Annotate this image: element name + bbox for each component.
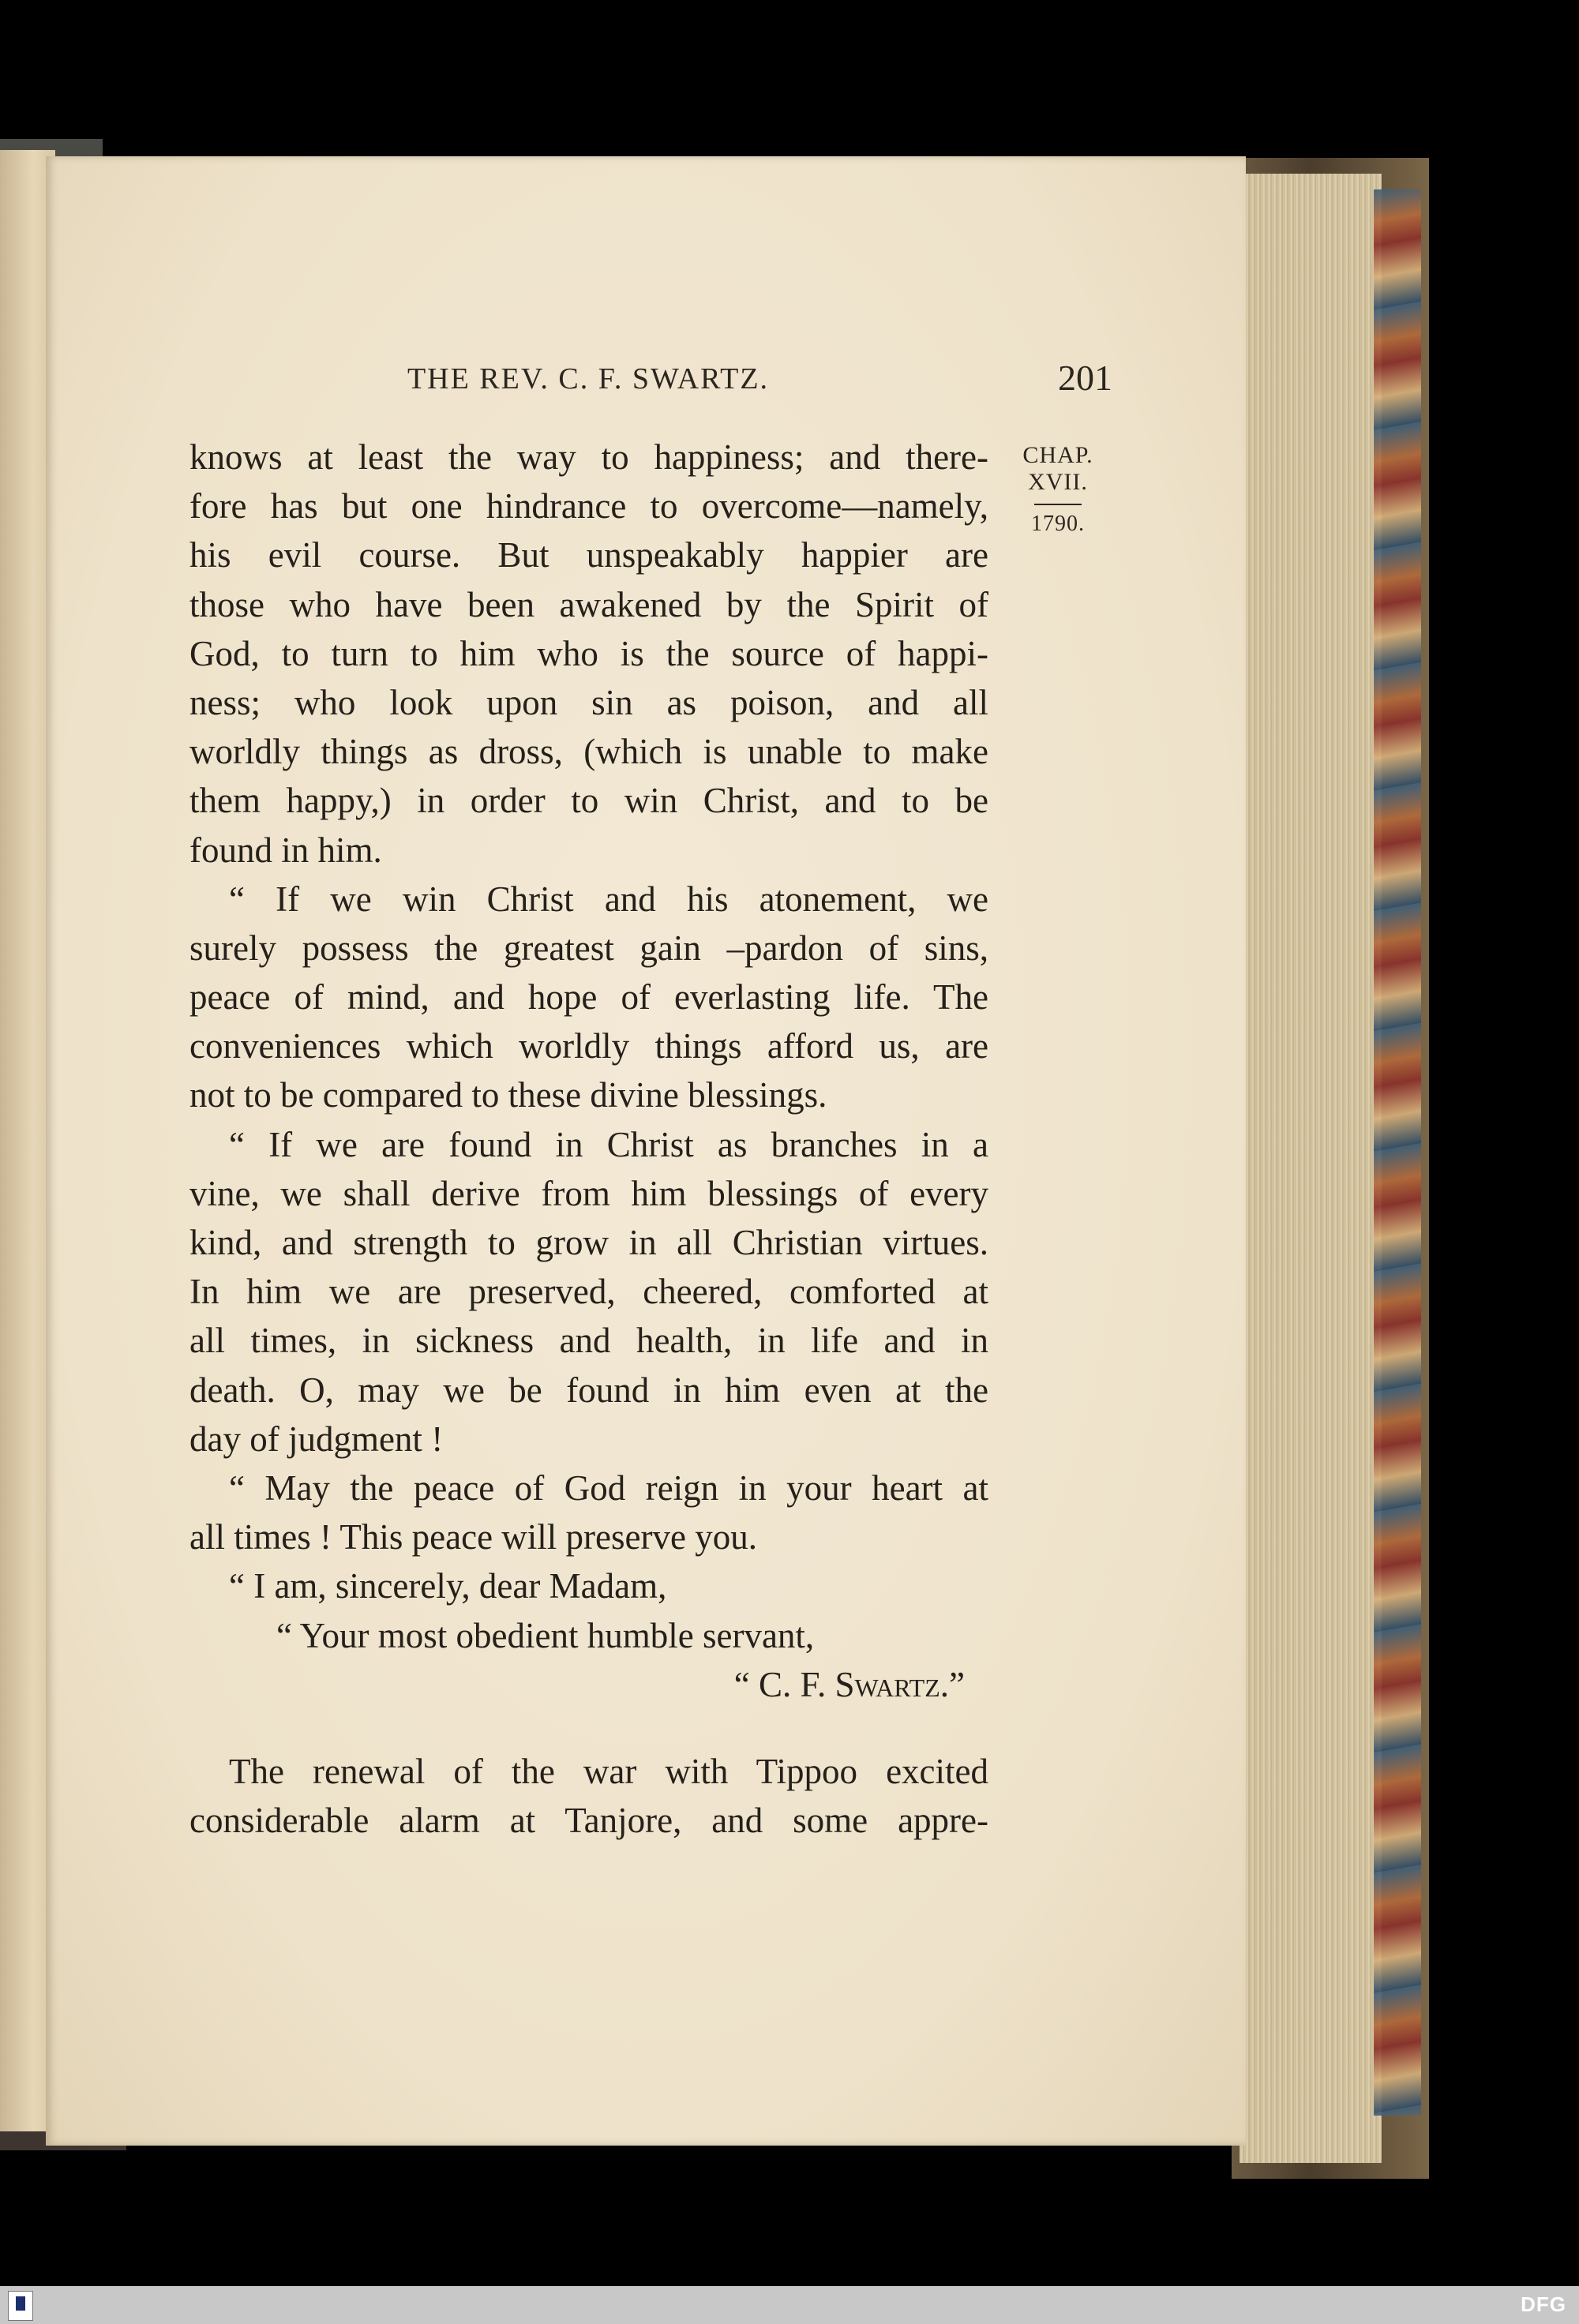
text-line: In him we are preserved, cheered, comforted at	[189, 1272, 988, 1312]
running-head: THE REV. C. F. SWARTZ.	[407, 362, 770, 395]
page-number: 201	[1058, 358, 1112, 398]
text-line: worldly things as dross, (which is unable to make	[189, 732, 988, 772]
text-line: surely possess the greatest gain –pardon of sins,	[189, 928, 988, 968]
margin-note	[1011, 442, 1105, 537]
text-line: knows at least the way to happiness; and there-	[189, 437, 988, 477]
chapter-label: CHAP.	[1022, 442, 1093, 468]
text-line: “ If we win Christ and his atonement, we	[229, 879, 988, 919]
footer-bar	[0, 2286, 1579, 2324]
text-line: “ Your most obedient humble servant,	[276, 1615, 815, 1655]
dfg-logo: DFG	[1521, 2292, 1566, 2316]
margin-year: 1790.	[1031, 512, 1085, 536]
text-line: “ May the peace of God reign in your heart at	[229, 1467, 988, 1508]
text-line: peace of mind, and hope of everlasting life. The	[189, 977, 988, 1018]
text-line: found in him.	[189, 830, 382, 870]
signature-line: “ C. F. Swartz.”	[733, 1664, 965, 1704]
body-text	[189, 433, 988, 1845]
text-line: conveniences which worldly things afford us, are	[189, 1026, 988, 1066]
marbled-endpaper	[1374, 189, 1421, 2116]
text-line: death. O, may we be found in him even at the	[189, 1370, 988, 1410]
text-line: vine, we shall derive from him blessings of every	[189, 1173, 988, 1213]
text-line: his evil course. But unspeakably happier are	[189, 535, 988, 575]
text-line: “ I am, sincerely, dear Madam,	[229, 1566, 667, 1606]
page-block-fore-edge	[1240, 174, 1382, 2163]
text-line: God, to turn to him who is the source of happi-	[189, 633, 988, 673]
text-line: The renewal of the war with Tippoo excited	[229, 1751, 988, 1791]
text-line: day of judgment !	[189, 1419, 444, 1459]
text-line: not to be compared to these divine blessings.	[189, 1075, 827, 1115]
library-logo-icon	[8, 2291, 33, 2321]
chapter-number: XVII.	[1028, 469, 1088, 495]
text-line: kind, and strength to grow in all Christian virtues.	[189, 1223, 988, 1262]
margin-rule	[1034, 504, 1082, 505]
text-line: all times, in sickness and health, in life and in	[189, 1321, 988, 1361]
text-line: ness; who look upon sin as poison, and all	[189, 682, 988, 722]
text-line: fore has but one hindrance to overcome—namely,	[189, 486, 988, 527]
text-line: those who have been awakened by the Spirit of	[189, 584, 988, 624]
text-line: “ If we are found in Christ as branches in a	[229, 1124, 988, 1164]
text-line: all times ! This peace will preserve you.	[189, 1517, 757, 1557]
text-line: considerable alarm at Tanjore, and some appre-	[189, 1801, 988, 1841]
text-line: them happy,) in order to win Christ, and to be	[189, 781, 988, 821]
